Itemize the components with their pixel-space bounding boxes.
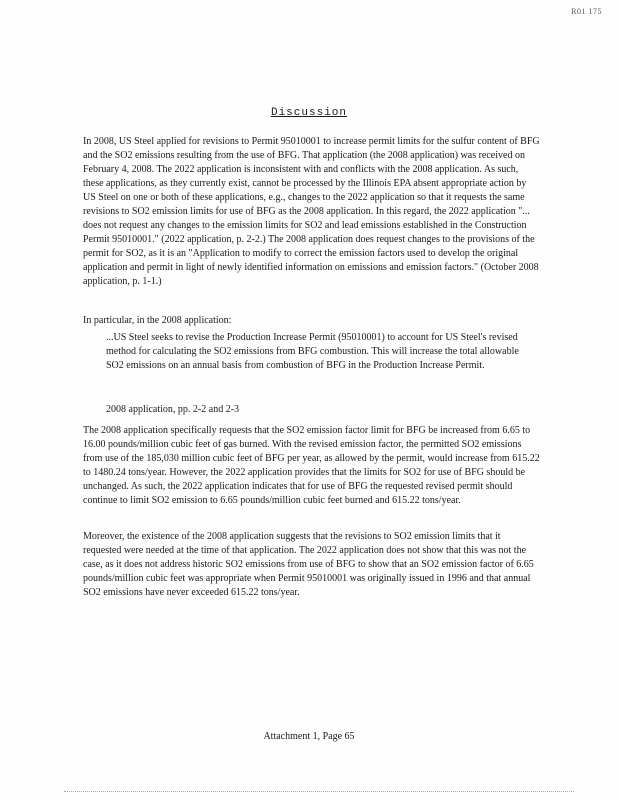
block-quote: ...US Steel seeks to revise the Production Increase Permit (95010001) to account for US Steel's revised method for calculating the SO2 emissions from BFG combustion. This will increase the total allowable SO2 emissions on an annual basis from combustion of BFG in the Production Increase Permit. — [106, 332, 519, 371]
quote-citation: 2008 application, pp. 2-2 and 2-3 — [106, 404, 240, 415]
section-title-text: Discussion — [270, 107, 347, 119]
paragraph-4: Moreover, the existence of the 2008 application suggests that the revisions to SO2 emission limits that it requested were needed at the time of that application. The 2022 application does not show that this was not the case, as it does not address historic SO2 emissions from use of BFG to show that an SO2 emission factor of 6.65 pounds/million cubic feet was appropriate when Permit 95010001 was originally issued in 1996 and that annual SO2 emissions have never exceeded 615.22 tons/year. — [83, 531, 534, 598]
page-footer: Attachment 1, Page 65 — [263, 731, 355, 742]
section-title — [0, 107, 618, 119]
bottom-divider — [64, 791, 574, 792]
paragraph-3: The 2008 application specifically requests that the SO2 emission factor limit for BFG be increased from 6.65 to 16.00 pounds/million cubic feet of gas burned. With the revised emission factor, the permitted SO2 emissions from use of the 185,030 million cubic feet of BFG per year, as allowed by the permit, would increase from 615.22 to 1480.24 tons/year. However, the 2022 application provides that the limits for SO2 for use of BFG should be unchanged. As such, the 2022 application indicates that for use of BFG the requested revised permit should continue to limit SO2 emission to 6.65 pounds/million cubic feet burned and 615.22 tons/year. — [83, 425, 540, 506]
document-id: R01 175 — [571, 7, 602, 16]
paragraph-1: In 2008, US Steel applied for revisions to Permit 95010001 to increase permit limits for the sulfur content of BFG and the SO2 emissions resulting from the use of BFG. That application (the 2008 application) was received on February 4, 2008. The 2022 application is inconsistent with and conflicts with the 2008 application. As such, these applications, as they currently exist, cannot be processed by the Illinois EPA absent appropriate action by US Steel on one or both of these applications, e.g., changes to the 2022 application so that it requests the same revisions to SO2 emission limits for use of BFG as the 2008 application. In this regard, the 2022 application "... does not request any changes to the emission limits for SO2 and lead emissions established in the Construction Permit 95010001." (2022 application, p. 2-2.) The 2008 application does request changes to the provisions of the permit for SO2, as it is an "Application to modify to correct the emission factors used to develop the original application and permit in light of newly identified information on emissions and emission factors." (October 2008 application, p. 1-1.) — [83, 136, 540, 287]
paragraph-2: In particular, in the 2008 application: — [83, 315, 232, 326]
